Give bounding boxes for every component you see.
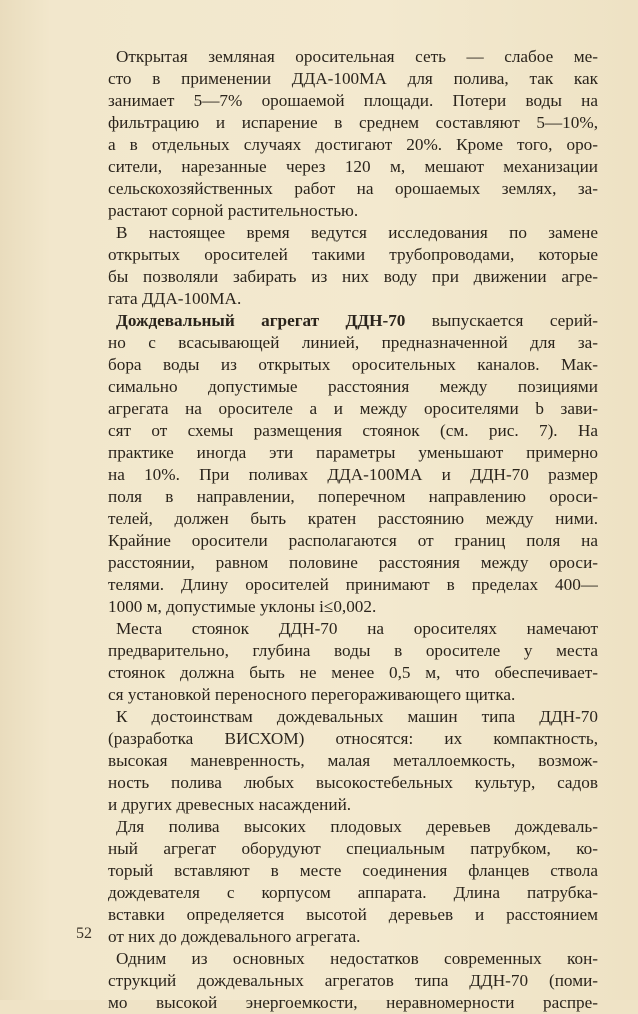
text-line: но с всасывающей линией, предназначенной для за- (108, 333, 598, 352)
paragraph-1 (108, 46, 598, 222)
text-line: а в отдельных случаях достигают 20%. Кроме того, оро- (108, 135, 598, 154)
text-line: поля в направлении, поперечном направлению ороси- (108, 487, 598, 506)
paragraph-5 (108, 706, 598, 816)
text-line: и других древесных насаждений. (108, 795, 352, 814)
text-line: Открытая земляная оросительная сеть — слабое ме- (116, 47, 598, 66)
text-line: Места стоянок ДДН-70 на оросителях намечают (116, 619, 598, 638)
paragraph-6 (108, 816, 598, 948)
text-line: торый вставляют в месте соединения фланцев ствола (108, 861, 598, 880)
text-line: фильтрацию и испарение в среднем составляют 5—10%, (108, 113, 598, 132)
text-line: струкций дождевальных агрегатов типа ДДН-70 (поми- (108, 971, 598, 990)
text-line: симально допустимые расстояния между позициями (108, 377, 598, 396)
section-lead: Дождевальный агрегат ДДН-70 (116, 311, 406, 330)
text-line: на 10%. При поливах ДДА-100МА и ДДН-70 размер (108, 465, 598, 484)
text-line: бы позволяли забирать из них воду при движении агре- (108, 267, 598, 286)
text-line: от них до дождевального агрегата. (108, 927, 361, 946)
text-line: (разработка ВИСХОМ) относятся: их компактность, (108, 729, 598, 748)
page-number: 52 (76, 925, 92, 942)
text-line: занимает 5—7% орошаемой площади. Потери воды на (108, 91, 598, 110)
text-line (108, 310, 598, 332)
text-line: сители, нарезанные через 120 м, мешают механизации (108, 157, 598, 176)
text-line: сто в применении ДДА-100МА для полива, так как (108, 69, 598, 88)
text-line: предварительно, глубина воды в оросителе у места (108, 641, 598, 660)
text-line: В настоящее время ведутся исследования по замене (116, 223, 598, 242)
text-run: выпускается серий- (405, 311, 598, 330)
text-line: ся установкой переносного перегораживающего щитка. (108, 685, 516, 704)
text-line: гата ДДА-100МА. (108, 289, 242, 308)
text-line: ность полива любых высокостебельных культур, садов (108, 773, 598, 792)
text-line: мо высокой энергоемкости, неравномерности распре- (108, 993, 598, 1012)
text-line: сят от схемы размещения стоянок (см. рис. 7). На (108, 421, 598, 440)
text-line: агрегата на оросителе a и между оросителями b зави- (108, 399, 598, 418)
text-line: высокая маневренность, малая металлоемкость, возмож- (108, 751, 598, 770)
paragraph-4 (108, 618, 598, 706)
text-line: Одним из основных недостатков современных кон- (116, 949, 598, 968)
text-line: К достоинствам дождевальных машин типа ДДН-70 (116, 707, 598, 726)
paragraph-7 (108, 948, 598, 1014)
paragraph-2 (108, 222, 598, 310)
text-line: растают сорной растительностью. (108, 201, 359, 220)
text-line: стоянок должна быть не менее 0,5 м, что обеспечивает- (108, 663, 598, 682)
text-line: 1000 м, допустимые уклоны i≤0,002. (108, 597, 377, 616)
text-line: вставки определяется высотой деревьев и расстоянием (108, 905, 598, 924)
text-line: телей, должен быть кратен расстоянию между ними. (108, 509, 598, 528)
text-line: открытых оросителей такими трубопроводами, которые (108, 245, 598, 264)
text-line: бора воды из открытых оросительных каналов. Мак- (108, 355, 598, 374)
text-line: ный агрегат оборудуют специальным патрубком, ко- (108, 839, 598, 858)
body-text (108, 46, 598, 1014)
text-line: дождевателя с корпусом аппарата. Длина патрубка- (108, 883, 598, 902)
text-line: Для полива высоких плодовых деревьев дождеваль- (116, 817, 598, 836)
text-line: практике иногда эти параметры уменьшают примерно (108, 443, 598, 462)
paragraph-3 (108, 310, 598, 618)
text-line: сельскохозяйственных работ на орошаемых землях, за- (108, 179, 598, 198)
text-line: Крайние оросители располагаются от границ поля на (108, 531, 598, 550)
text-line: телями. Длину оросителей принимают в пределах 400— (108, 575, 598, 594)
text-line: расстоянии, равном половине расстояния между ороси- (108, 553, 598, 572)
